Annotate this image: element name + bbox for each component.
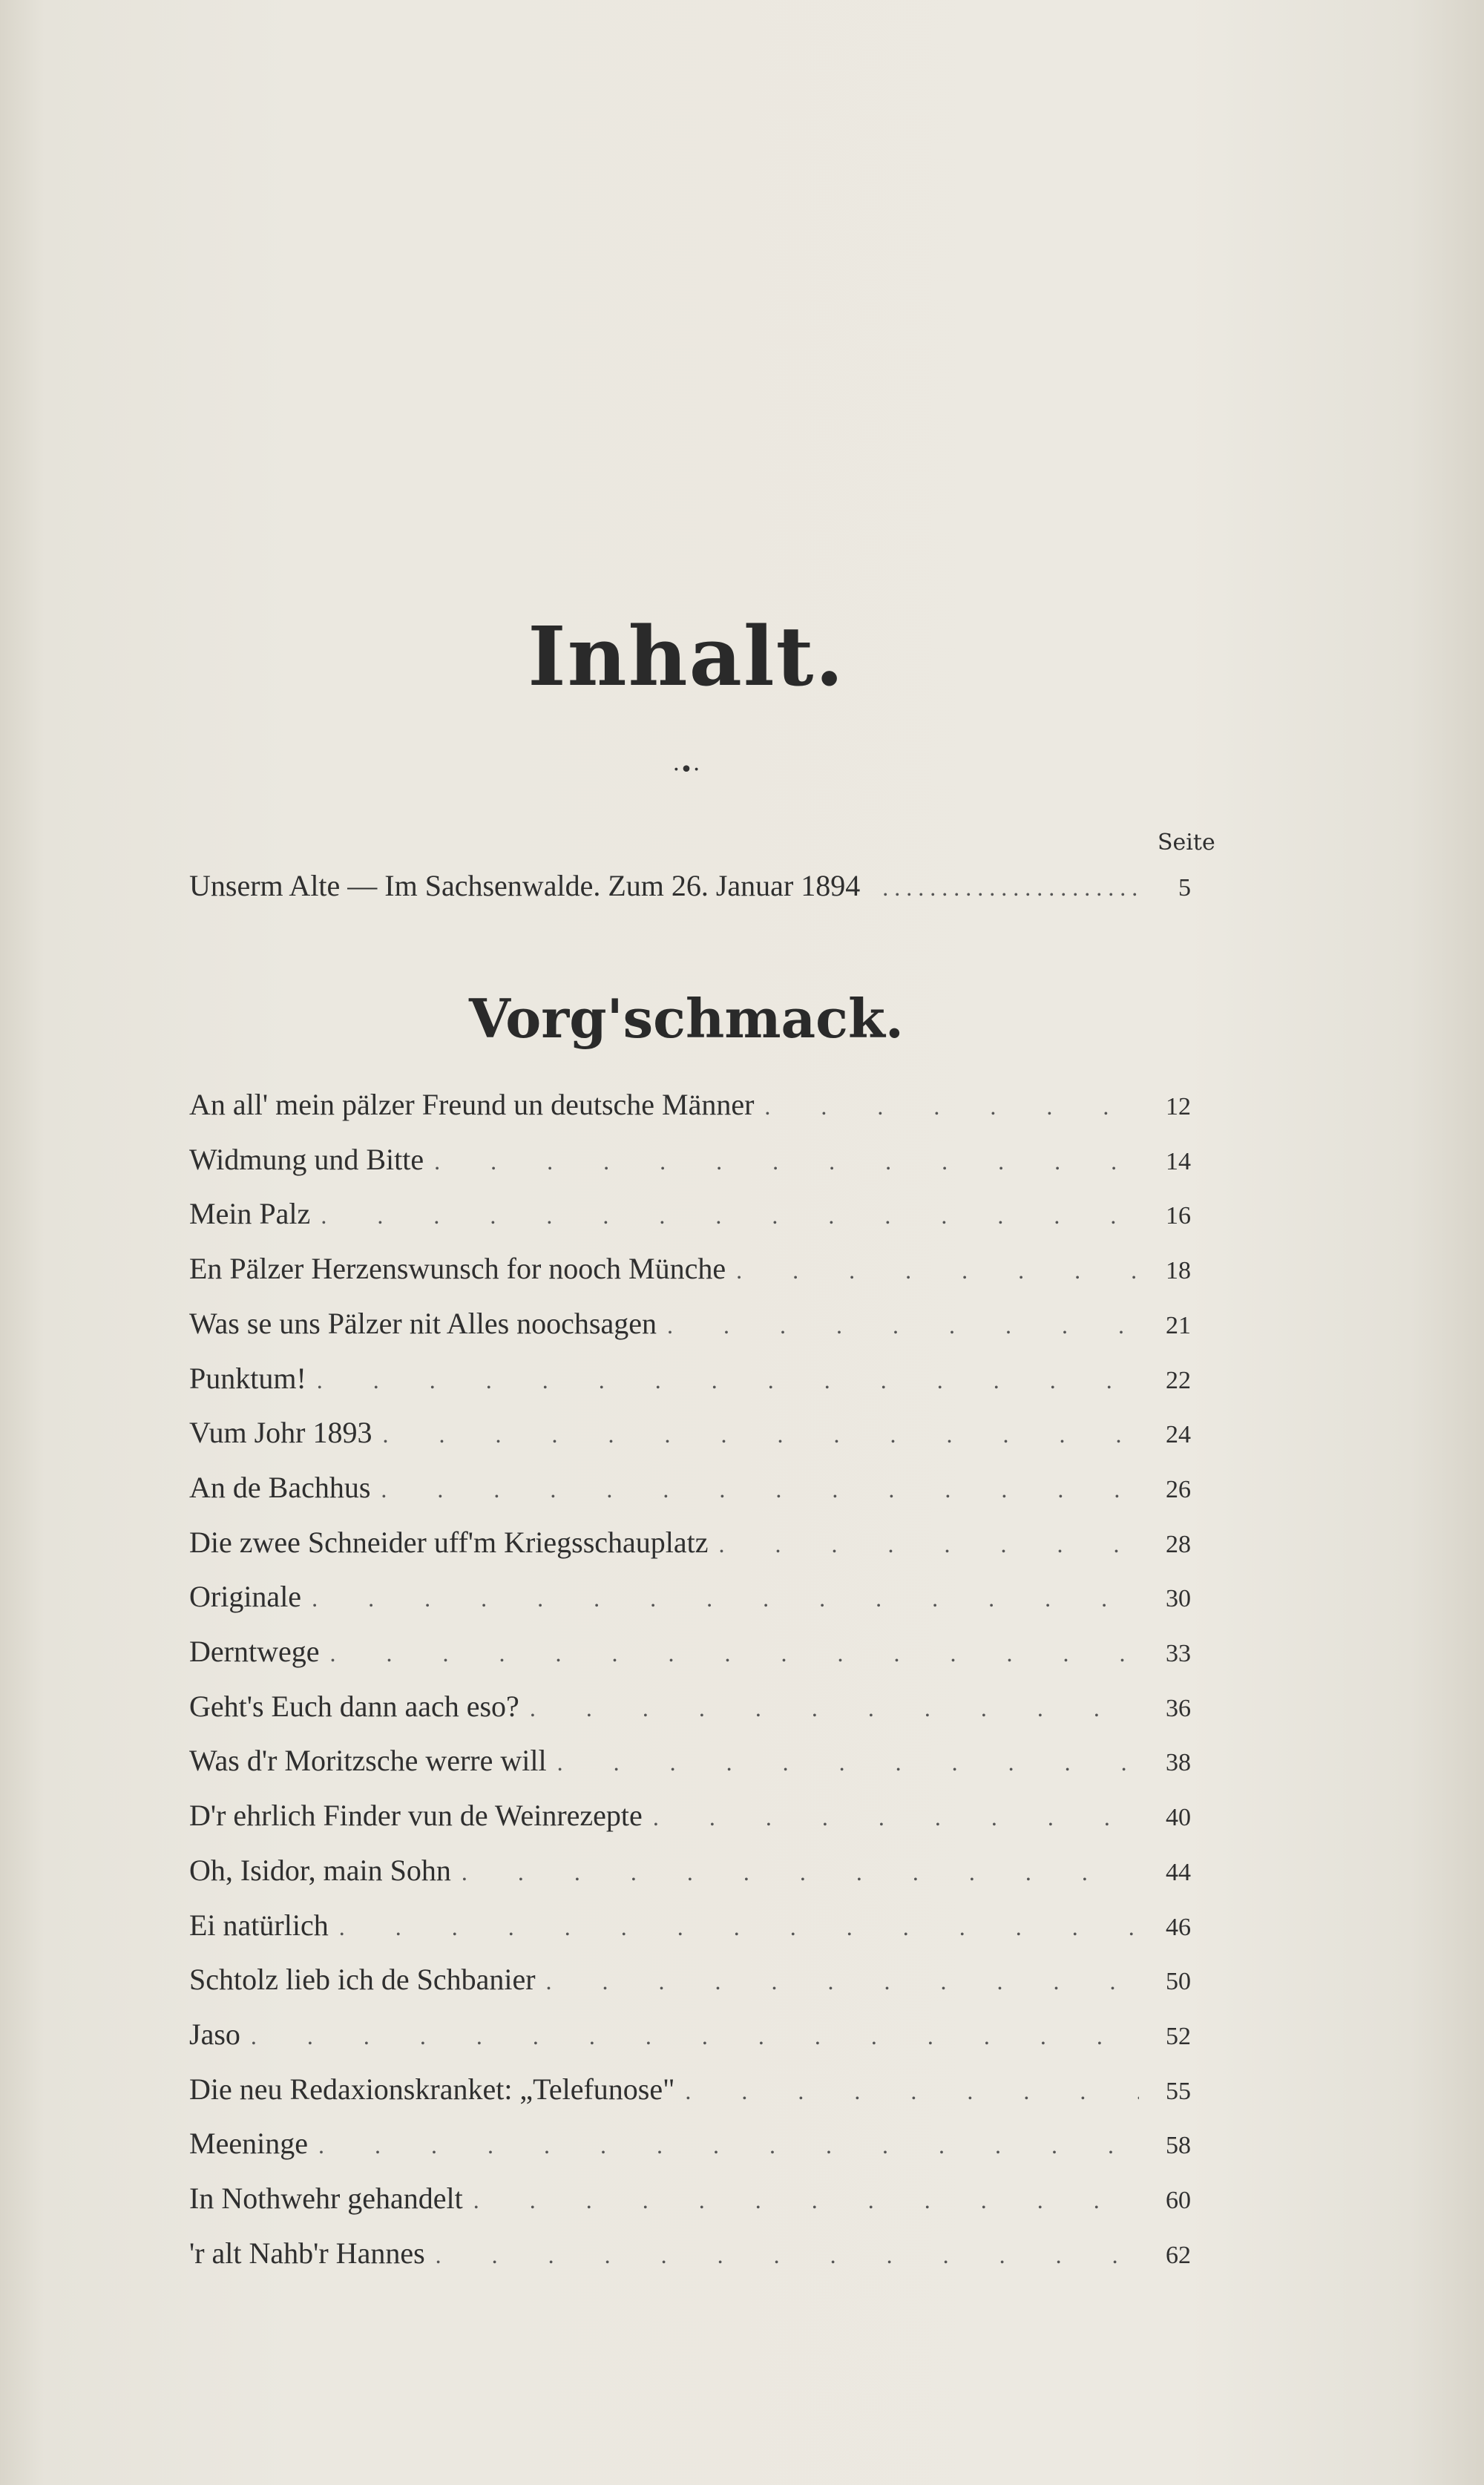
entry-page: 16 — [1166, 1202, 1191, 1230]
entry-title: Jaso — [189, 2017, 240, 2051]
toc-entry — [189, 1853, 1191, 1897]
toc-entry-intro — [189, 868, 1191, 913]
leader-dots — [451, 1859, 1139, 1886]
entry-title: Die neu Redaxionskranket: „Telefunose" — [189, 2072, 675, 2106]
leader-dots — [240, 2023, 1139, 2050]
leader-dots — [463, 2187, 1139, 2214]
entry-page: 28 — [1166, 1530, 1191, 1558]
entry-title: Unserm Alte — Im Sachsenwalde. Zum 26. Januar 1894 — [189, 869, 861, 902]
toc-entry — [189, 1634, 1191, 1678]
toc-entry — [189, 1579, 1191, 1624]
leader-dots — [643, 1804, 1139, 1831]
toc-entry — [189, 1142, 1191, 1186]
entry-title: An de Bachhus — [189, 1470, 371, 1504]
entry-title: Vum Johr 1893 — [189, 1416, 372, 1450]
leader-dots — [547, 1749, 1139, 1776]
toc-entry — [189, 1689, 1191, 1733]
leader-dots — [754, 1093, 1139, 1120]
leader-dots — [674, 2078, 1139, 2105]
entry-page: 55 — [1166, 2077, 1191, 2105]
leader-dots — [308, 2132, 1139, 2159]
toc-entry — [189, 1251, 1191, 1296]
toc-entry — [189, 1798, 1191, 1842]
entry-title: En Pälzer Herzenswunsch for nooch Münche — [189, 1252, 726, 1286]
toc-entry — [189, 1196, 1191, 1241]
page-column-label: Seite — [1158, 830, 1215, 856]
entry-page: 38 — [1166, 1749, 1191, 1777]
entry-page: 22 — [1166, 1366, 1191, 1394]
entry-page: 5 — [1178, 874, 1191, 902]
entry-title: Ei natürlich — [189, 1908, 329, 1942]
entry-title: Originale — [189, 1580, 302, 1614]
entry-page: 33 — [1166, 1640, 1191, 1667]
leader-dots — [726, 1257, 1139, 1284]
entry-title: Was se uns Pälzer nit Alles noochsagen — [189, 1306, 657, 1340]
entry-page: 12 — [1166, 1093, 1191, 1120]
leader-dots — [860, 874, 1139, 902]
entry-page: 21 — [1166, 1311, 1191, 1339]
entry-title: Die zwee Schneider uff'm Kriegsschauplatz — [189, 1525, 709, 1559]
toc-entry — [189, 1361, 1191, 1405]
toc-entry — [189, 1306, 1191, 1350]
entry-page: 36 — [1166, 1694, 1191, 1722]
entry-title: Meeninge — [189, 2127, 308, 2161]
entry-page: 52 — [1166, 2022, 1191, 2050]
entry-page: 44 — [1166, 1858, 1191, 1886]
toc-entry — [189, 1525, 1191, 1569]
leader-dots — [306, 1367, 1139, 1394]
page-title: Inhalt. — [528, 608, 845, 704]
leader-dots — [310, 1202, 1139, 1230]
entry-page: 50 — [1166, 1968, 1191, 1996]
leader-dots — [329, 1914, 1139, 1941]
toc-entry — [189, 1087, 1191, 1132]
entry-title: Was d'r Moritzsche werre will — [189, 1744, 547, 1778]
entry-page: 58 — [1166, 2132, 1191, 2160]
entry-page: 46 — [1166, 1913, 1191, 1941]
toc-entry — [189, 1743, 1191, 1788]
leader-dots — [709, 1531, 1139, 1558]
entry-page: 60 — [1166, 2187, 1191, 2214]
entry-page: 26 — [1166, 1475, 1191, 1503]
entry-page: 30 — [1166, 1585, 1191, 1613]
entry-page: 24 — [1166, 1421, 1191, 1449]
toc-entry — [189, 1470, 1191, 1514]
entry-title: Geht's Euch dann aach eso? — [189, 1689, 519, 1723]
entry-page: 18 — [1166, 1257, 1191, 1285]
leader-dots — [301, 1585, 1139, 1612]
entry-title: Mein Palz — [189, 1197, 311, 1231]
toc-entry — [189, 1962, 1191, 2006]
section-heading: Vorg'schmack. — [469, 987, 904, 1050]
entry-title: In Nothwehr gehandelt — [189, 2182, 463, 2215]
entry-title: Widmung und Bitte — [189, 1142, 424, 1176]
toc-entry — [189, 1908, 1191, 1952]
entry-title: Punktum! — [189, 1361, 306, 1395]
leader-dots — [424, 1148, 1139, 1175]
leader-dots — [425, 2242, 1139, 2269]
leader-dots — [370, 1476, 1139, 1503]
toc-entry — [189, 1415, 1191, 1460]
leader-dots — [372, 1421, 1139, 1448]
toc-entry — [189, 2072, 1191, 2116]
leader-dots — [536, 1968, 1139, 1995]
entry-page: 62 — [1166, 2241, 1191, 2269]
entry-title: D'r ehrlich Finder vun de Weinrezepte — [189, 1799, 643, 1833]
entry-title: Derntwege — [189, 1635, 320, 1668]
entry-title: Schtolz lieb ich de Schbanier — [189, 1963, 536, 1997]
ornament-divider: ·•· — [672, 757, 700, 783]
leader-dots — [319, 1640, 1139, 1667]
toc-entry — [189, 2236, 1191, 2280]
entry-title: An all' mein pälzer Freund un deutsche Männer — [189, 1088, 755, 1121]
toc-entry — [189, 2181, 1191, 2225]
entry-title: 'r alt Nahb'r Hannes — [189, 2236, 425, 2270]
entry-title: Oh, Isidor, main Sohn — [189, 1853, 451, 1887]
leader-dots — [519, 1695, 1139, 1722]
leader-dots — [657, 1312, 1139, 1339]
toc-entry — [189, 2017, 1191, 2061]
entry-page: 40 — [1166, 1804, 1191, 1832]
entry-page: 14 — [1166, 1147, 1191, 1175]
toc-entry — [189, 2126, 1191, 2170]
